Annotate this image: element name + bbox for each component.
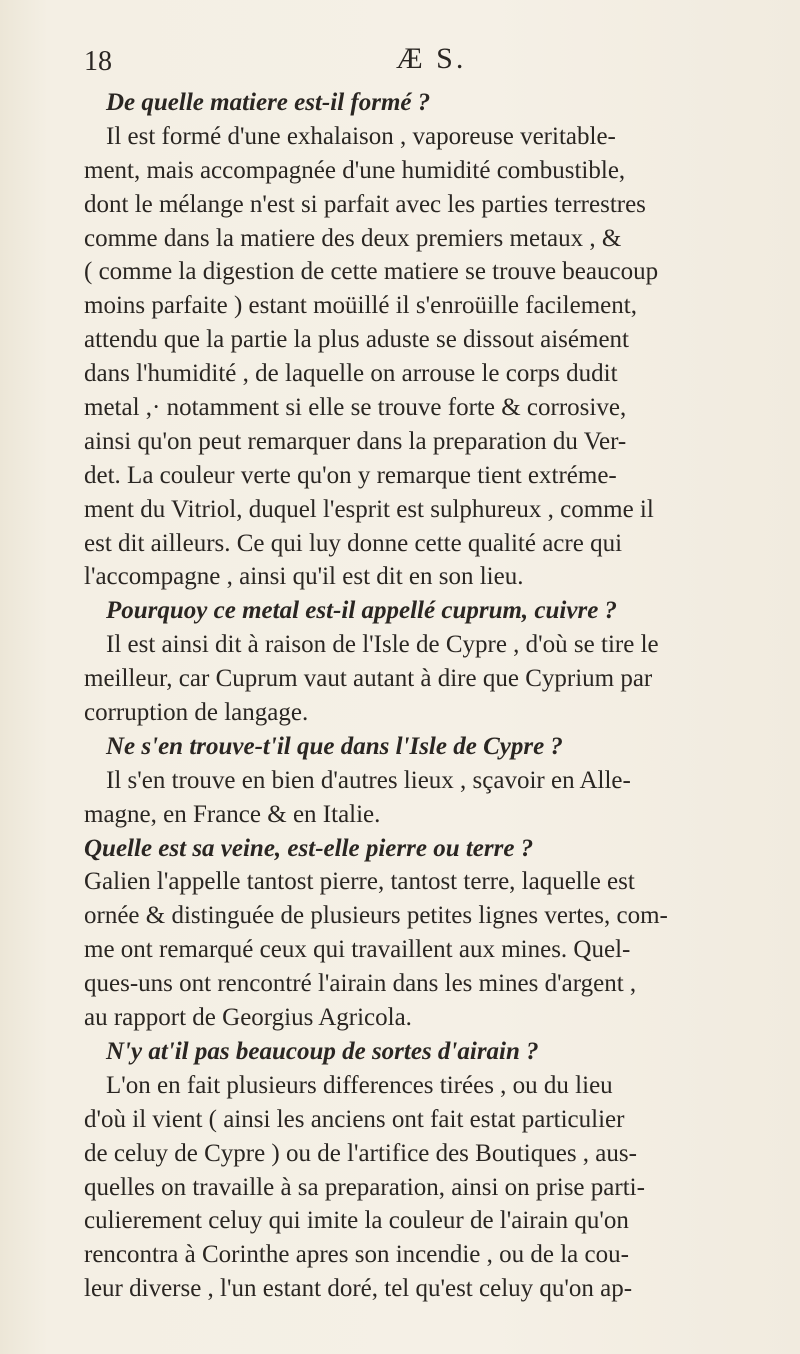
- question-line: Ne s'en trouve-t'il que dans l'Isle de Cypre ?: [106, 732, 563, 760]
- text-line: comme dans la matiere des deux premiers metaux , &: [84, 224, 622, 252]
- text-line: Il est formé d'une exhalaison , vaporeuse veritable-: [106, 122, 616, 150]
- text-line: ornée & distinguée de plusieurs petites lignes vertes, com-: [84, 902, 668, 930]
- text-line: det. La couleur verte qu'on y remarque tient extréme-: [84, 461, 617, 489]
- text-line: meilleur, car Cuprum vaut autant à dire que Cyprium par: [84, 665, 653, 693]
- question-line: N'y at'il pas beaucoup de sortes d'airain ?: [106, 1037, 539, 1065]
- text-line: Galien l'appelle tantost pierre, tantost terre, laquelle est: [84, 868, 635, 896]
- text-line: me ont remarqué ceux qui travaillent aux mines. Quel-: [84, 936, 631, 964]
- text-line: ment du Vitriol, duquel l'esprit est sulphureux , comme il: [84, 495, 654, 523]
- text-line: ainsi qu'on peut remarquer dans la preparation du Ver-: [84, 427, 627, 455]
- text-line: ques-uns ont rencontré l'airain dans les mines d'argent ,: [84, 970, 637, 998]
- text-line: leur diverse , l'un estant doré, tel qu'est celuy qu'on ap-: [84, 1275, 633, 1303]
- text-line: ( comme la digestion de cette matiere se trouve beaucoup: [84, 258, 659, 286]
- question-line: De quelle matiere est-il formé ?: [106, 89, 431, 116]
- body-text: [84, 86, 754, 1306]
- text-line: d'où il vient ( ainsi les anciens ont fait estat particulier: [84, 1105, 625, 1133]
- text-line: rencontra à Corinthe apres son incendie , ou de la cou-: [84, 1241, 629, 1269]
- text-line: L'on en fait plusieurs differences tirées , ou du lieu: [106, 1071, 613, 1099]
- text-line: metal ,· notamment si elle se trouve forte & corrosive,: [84, 394, 627, 422]
- text-line: magne, en France & en Italie.: [84, 800, 381, 828]
- text-line: attendu que la partie la plus aduste se dissout aisément: [84, 326, 629, 354]
- folio-number: 18: [84, 46, 112, 77]
- text-line: est dit ailleurs. Ce qui luy donne cette qualité acre qui: [84, 529, 623, 557]
- text-line: au rapport de Georgius Agricola.: [84, 1004, 412, 1032]
- text-line: l'accompagne , ainsi qu'il est dit en son lieu.: [84, 563, 524, 591]
- text-line: dans l'humidité , de laquelle on arrouse le corps dudit: [84, 360, 618, 388]
- text-line: corruption de langage.: [84, 699, 309, 727]
- question-line: Pourquoy ce metal est-il appellé cuprum, cuivre ?: [106, 597, 618, 625]
- text-line: dont le mélange n'est si parfait avec les parties terrestres: [84, 190, 646, 218]
- text-line: moins parfaite ) estant moüillé il s'enroüille facilement,: [84, 292, 637, 320]
- text-line: quelles on travaille à sa preparation, ainsi on prise parti-: [84, 1173, 645, 1201]
- text-line: de celuy de Cypre ) ou de l'artifice des Boutiques , aus-: [84, 1139, 637, 1167]
- text-line: ment, mais accompagnée d'une humidité combustible,: [84, 156, 626, 184]
- running-head: Æ S.: [396, 42, 467, 75]
- page-header: [84, 42, 730, 82]
- text-line: Il est ainsi dit à raison de l'Isle de Cypre , d'où se tire le: [106, 631, 659, 659]
- question-line: Quelle est sa veine, est-elle pierre ou terre ?: [84, 834, 534, 862]
- text-line: culierement celuy qui imite la couleur de l'airain qu'on: [84, 1207, 629, 1235]
- text-line: Il s'en trouve en bien d'autres lieux , sçavoir en Alle-: [106, 766, 631, 794]
